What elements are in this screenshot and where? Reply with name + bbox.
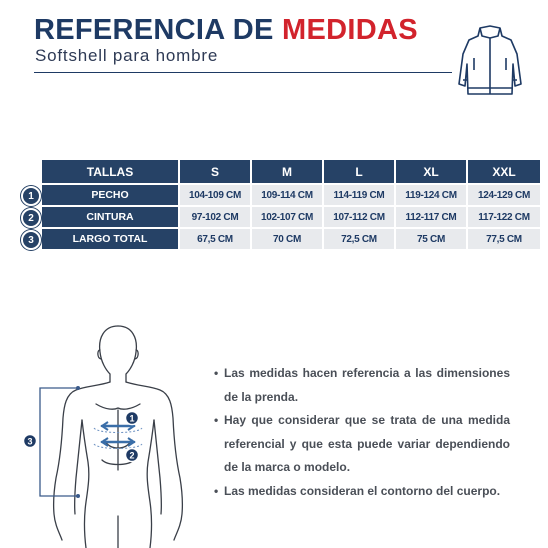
- table-cell: 114-119 CM: [324, 185, 394, 206]
- table-cell: 72,5 CM: [324, 229, 394, 250]
- table-header-size: L: [324, 160, 394, 184]
- table-cell: 104-109 CM: [180, 185, 250, 206]
- table-cell: 102-107 CM: [252, 207, 322, 228]
- marker-waist: [126, 449, 139, 462]
- list-item: [214, 409, 510, 480]
- note-text: Hay que considerar que se trata de una medida referencial y que esta puede variar dependiendo de la marca o modelo.: [224, 413, 510, 474]
- bullet-icon: •: [214, 483, 219, 498]
- table-cell: 70 CM: [252, 229, 322, 250]
- table-cell: 109-114 CM: [252, 185, 322, 206]
- table-cell: 107-112 CM: [324, 207, 394, 228]
- row-label-pecho: PECHO: [42, 185, 178, 206]
- list-item: [214, 362, 510, 409]
- table-cell: 77,5 CM: [468, 229, 540, 250]
- note-text: Las medidas hacen referencia a las dimensiones de la prenda.: [224, 366, 510, 404]
- marker-label: 2: [129, 450, 135, 461]
- body-silhouette-icon: [20, 320, 210, 548]
- table-cell: 112-117 CM: [396, 207, 466, 228]
- table-cell: 124-129 CM: [468, 185, 540, 206]
- table-cell: 75 CM: [396, 229, 466, 250]
- title-divider: [34, 72, 452, 73]
- table-cell: 117-122 CM: [468, 207, 540, 228]
- row-label-largo-total: LARGO TOTAL: [42, 229, 178, 250]
- marker-length: [24, 435, 37, 448]
- table-cell: 97-102 CM: [180, 207, 250, 228]
- marker-chest: [126, 412, 139, 425]
- row-number-badge: 1: [21, 186, 41, 206]
- table-header-size: M: [252, 160, 322, 184]
- row-number-badge: 3: [21, 230, 41, 250]
- page-subtitle: Softshell para hombre: [35, 46, 219, 65]
- jacket-icon: [455, 24, 525, 98]
- row-number-badge: 2: [21, 208, 41, 228]
- bullet-icon: •: [214, 366, 219, 380]
- note-text: Las medidas consideran el contorno del cuerpo.: [224, 483, 501, 498]
- bullet-icon: •: [214, 413, 219, 427]
- marker-label: 1: [129, 413, 135, 424]
- table-header-size: XXL: [468, 160, 540, 184]
- row-label-cintura: CINTURA: [42, 207, 178, 228]
- size-table: [20, 160, 531, 253]
- table-header-size: S: [180, 160, 250, 184]
- notes-list: [214, 362, 510, 503]
- title-part-1: REFERENCIA DE: [34, 14, 274, 46]
- table-cell: 119-124 CM: [396, 185, 466, 206]
- list-item: [214, 480, 510, 504]
- title-part-2: MEDIDAS: [282, 14, 418, 46]
- table-header-size: XL: [396, 160, 466, 184]
- table-header-tallas: TALLAS: [42, 160, 178, 184]
- page-title: [34, 14, 418, 47]
- table-cell: 67,5 CM: [180, 229, 250, 250]
- marker-label: 3: [27, 436, 33, 447]
